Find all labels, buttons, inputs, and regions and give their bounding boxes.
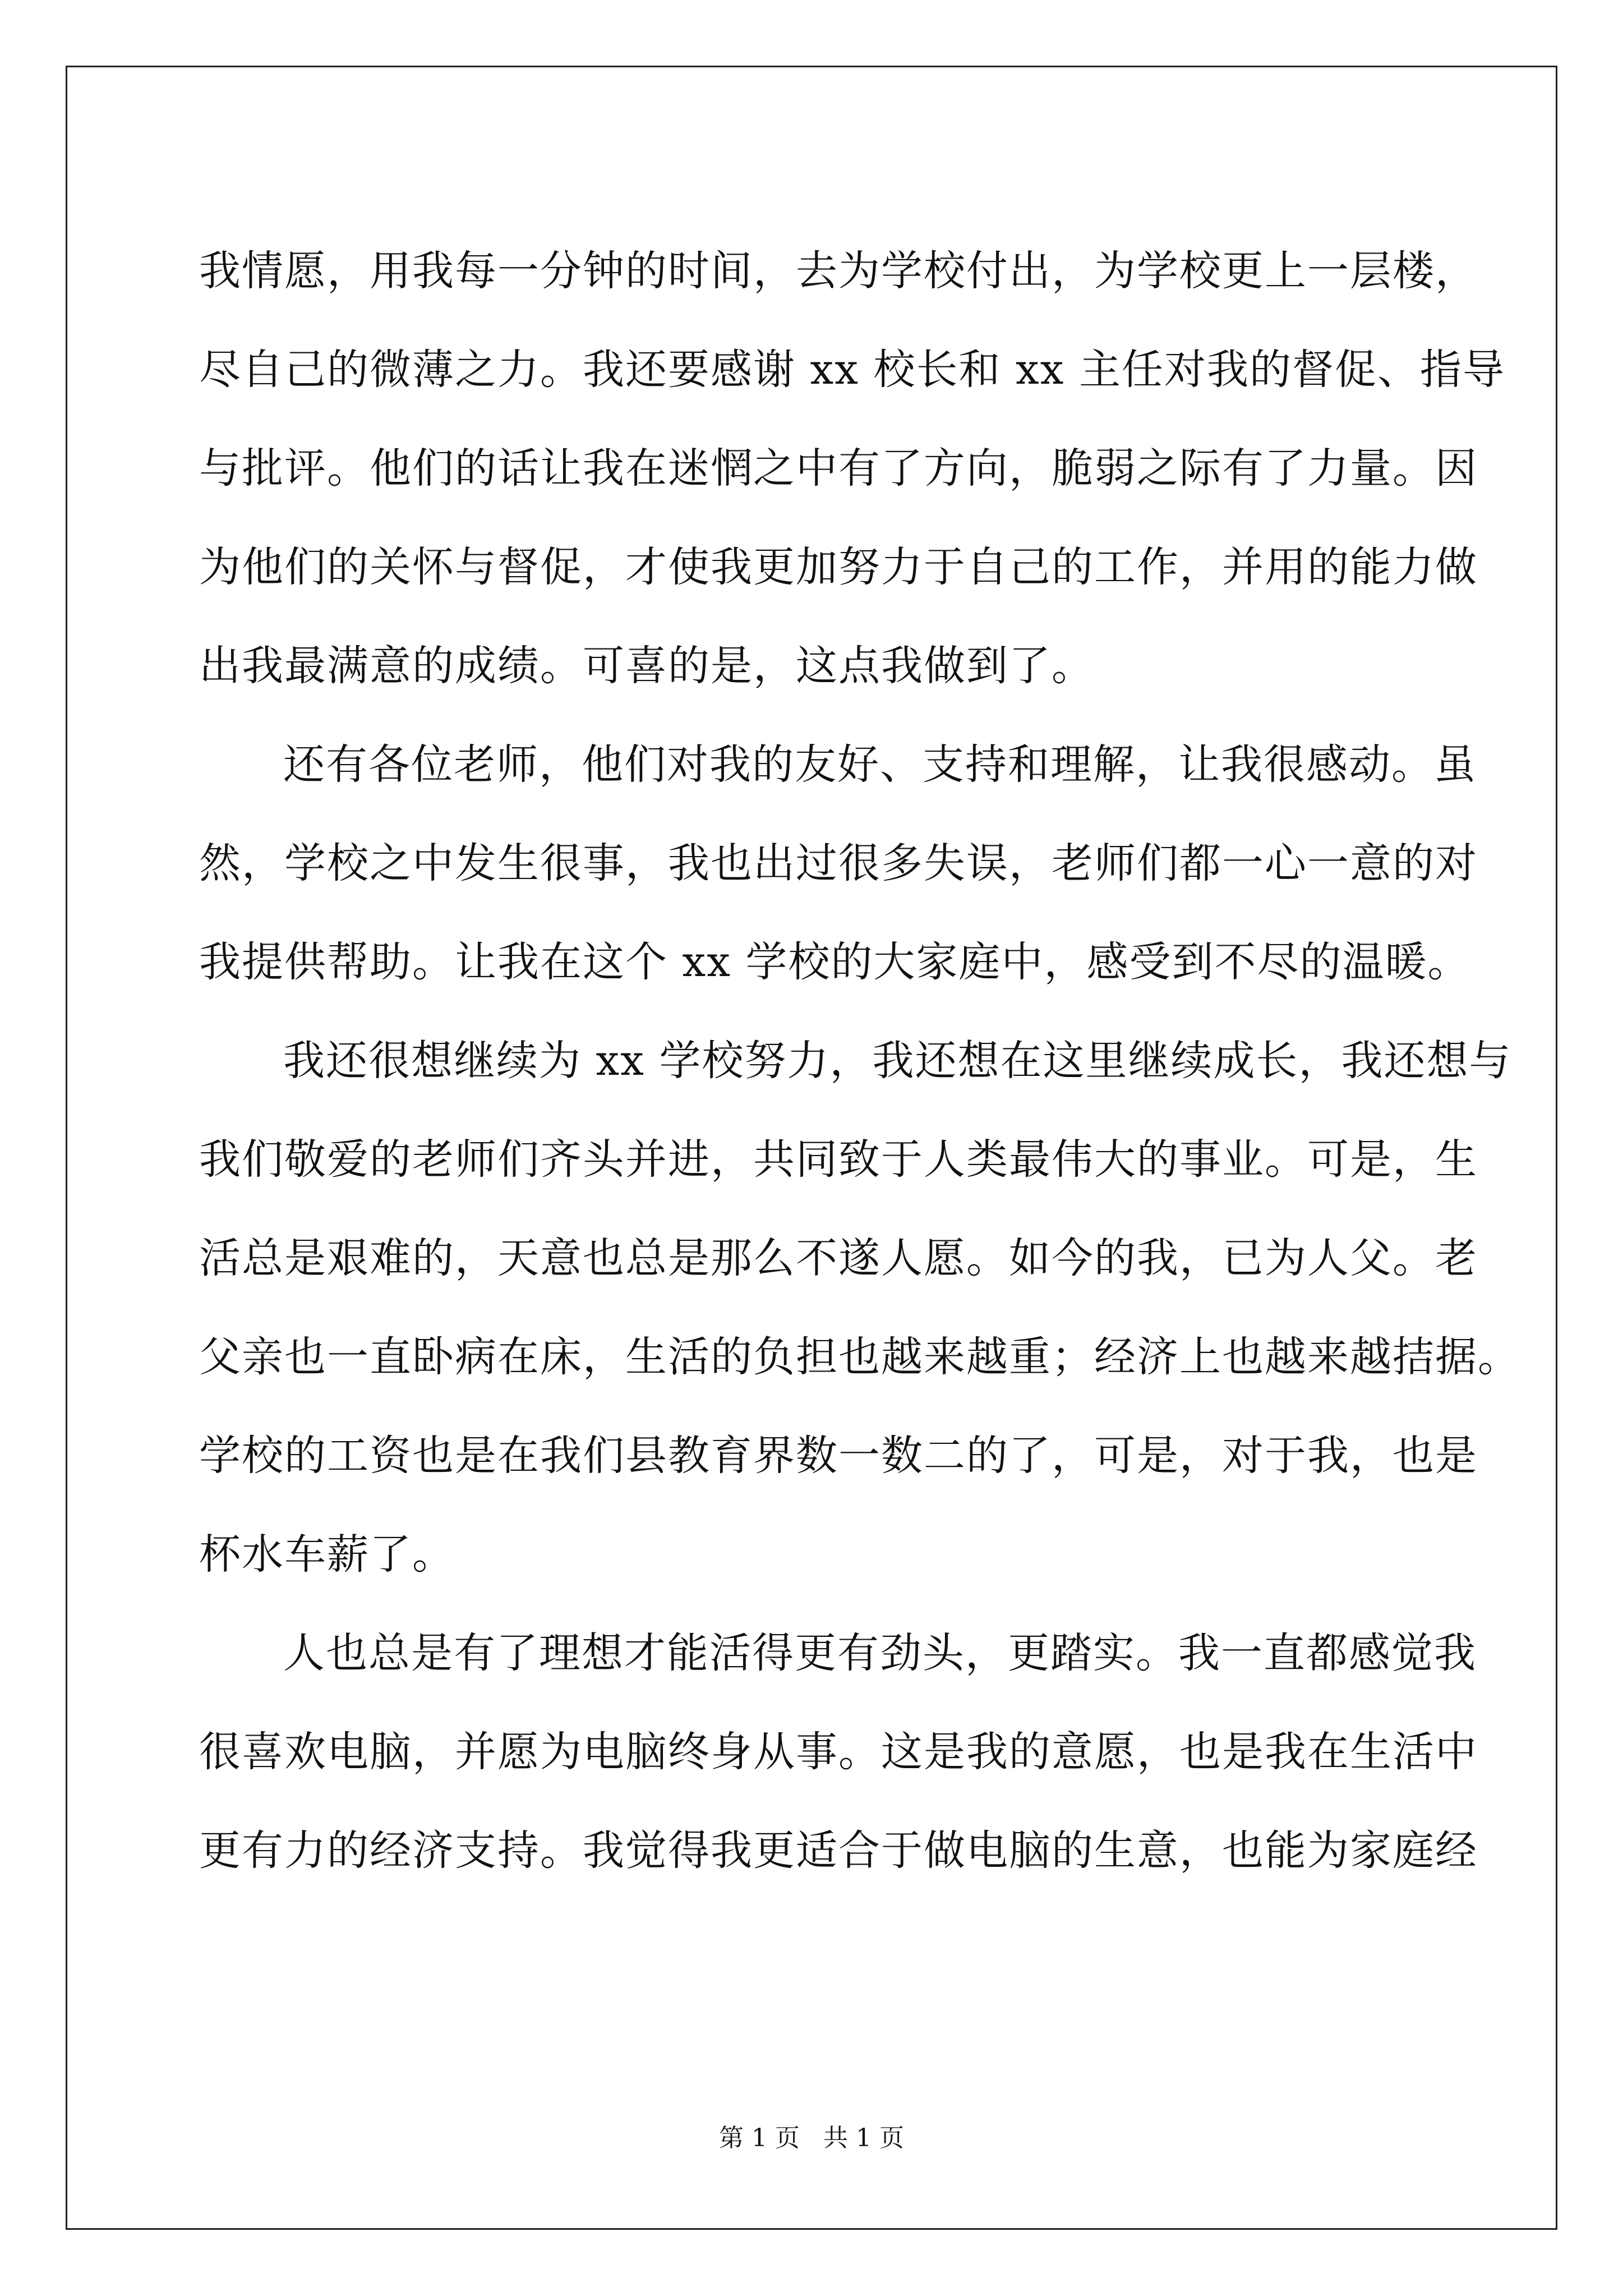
text-line: 更有力的经济支持。我觉得我更适合于做电脑的生意，也能为家庭经 <box>199 1826 1478 1875</box>
page-total: 共 1 页 <box>823 2124 904 2152</box>
text-line: 我们敬爱的老师们齐头并进，共同致于人类最伟大的事业。可是，生 <box>199 1135 1478 1184</box>
text-line: 我情愿，用我每一分钟的时间，去为学校付出，为学校更上一层楼， <box>199 247 1478 295</box>
text-line: 很喜欢电脑，并愿为电脑终身从事。这是我的意愿，也是我在生活中 <box>199 1728 1478 1776</box>
text-line: 杯水车薪了。 <box>199 1530 455 1579</box>
text-line: 活总是艰难的，天意也总是那么不遂人愿。如今的我，已为人父。老 <box>199 1234 1478 1282</box>
text-line: 与批评。他们的话让我在迷惘之中有了方向，脆弱之际有了力量。因 <box>199 444 1478 493</box>
text-line: 父亲也一直卧病在床，生活的负担也越来越重；经济上也越来越拮据。 <box>199 1333 1520 1381</box>
text-line: 学校的工资也是在我们县教育界数一数二的了，可是，对于我，也是 <box>199 1432 1478 1480</box>
text-line: 然，学校之中发生很事，我也出过很多失误，老师们都一心一意的对 <box>199 839 1478 887</box>
paragraph-first-line: 人也总是有了理想才能活得更有劲头，更踏实。我一直都感觉我 <box>283 1629 1477 1677</box>
paragraph-first-line: 还有各位老师，他们对我的友好、支持和理解，让我很感动。虽 <box>283 740 1477 789</box>
text-line: 我提供帮助。让我在这个 xx 学校的大家庭中，感受到不尽的温暖。 <box>199 938 1470 986</box>
text-line: 尽自己的微薄之力。我还要感谢 xx 校长和 xx 主任对我的督促、指导 <box>199 346 1506 394</box>
paragraph-first-line: 我还很想继续为 xx 学校努力，我还想在这里继续成长，我还想与 <box>283 1037 1512 1085</box>
page-footer <box>0 2118 1623 2154</box>
text-line: 出我最满意的成绩。可喜的是，这点我做到了。 <box>199 642 1094 690</box>
page-number: 第 1 页 <box>719 2124 800 2152</box>
text-line: 为他们的关怀与督促，才使我更加努力于自己的工作，并用的能力做 <box>199 543 1478 591</box>
document-body <box>199 222 1520 1900</box>
